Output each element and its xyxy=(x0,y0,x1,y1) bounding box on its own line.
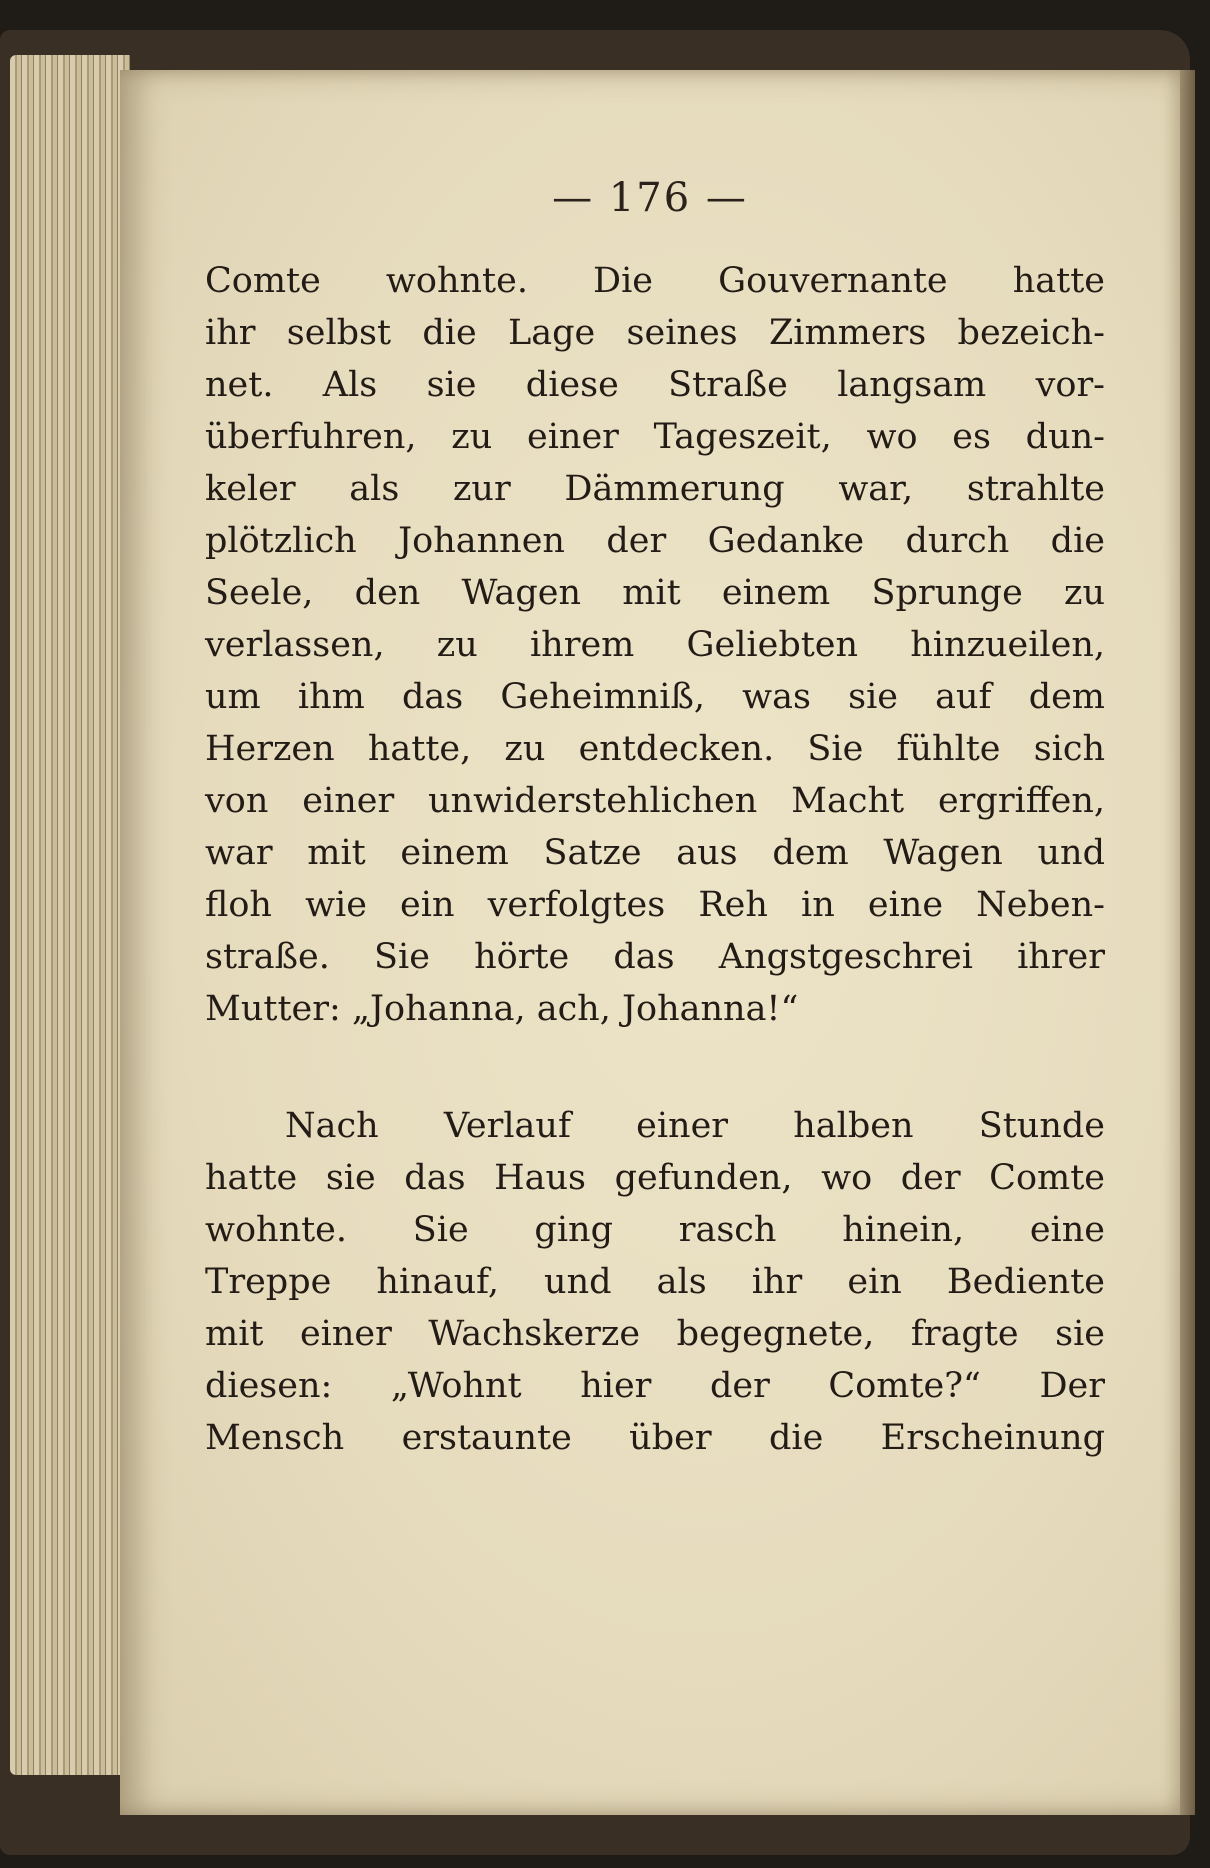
text-line: um ihm das Geheimniß, was sie auf dem xyxy=(205,677,1105,717)
text-line: Seele, den Wagen mit einem Sprunge zu xyxy=(205,573,1105,613)
text-line: mit einer Wachskerze begegnete, fragte sie xyxy=(205,1314,1105,1354)
text-line: von einer unwiderstehlichen Macht ergriffen, xyxy=(205,781,1105,821)
text-line: verlassen, zu ihrem Geliebten hinzueilen, xyxy=(205,625,1105,665)
text-line: diesen: „Wohnt hier der Comte?“ Der xyxy=(205,1366,1105,1406)
text-line: Mutter: „Johanna, ach, Johanna!“ xyxy=(205,989,799,1029)
paragraph-2 xyxy=(205,1100,1105,1464)
text-line: floh wie ein verfolgtes Reh in eine Neben- xyxy=(205,885,1105,925)
text-line: keler als zur Dämmerung war, strahlte xyxy=(205,469,1105,509)
paragraph-1 xyxy=(205,255,1105,1035)
text-line: ihr selbst die Lage seines Zimmers bezeich- xyxy=(205,313,1105,353)
text-line: net. Als sie diese Straße langsam vor- xyxy=(205,365,1105,405)
body-text xyxy=(205,255,1105,1464)
text-line: straße. Sie hörte das Angstgeschrei ihrer xyxy=(205,937,1105,977)
text-line: war mit einem Satze aus dem Wagen und xyxy=(205,833,1105,873)
text-line: überfuhren, zu einer Tageszeit, wo es dun- xyxy=(205,417,1105,457)
text-line: wohnte. Sie ging rasch hinein, eine xyxy=(205,1210,1105,1250)
text-line: Treppe hinauf, und als ihr ein Bediente xyxy=(205,1262,1105,1302)
page-number-header: — 176 — xyxy=(552,175,748,221)
text-line: Herzen hatte, zu entdecken. Sie fühlte sich xyxy=(205,729,1105,769)
text-line: hatte sie das Haus gefunden, wo der Comte xyxy=(205,1158,1105,1198)
text-line: plötzlich Johannen der Gedanke durch die xyxy=(205,521,1105,561)
text-line: Comte wohnte. Die Gouvernante hatte xyxy=(205,261,1105,301)
page-edges xyxy=(10,55,130,1775)
text-line: Mensch erstaunte über die Erscheinung xyxy=(205,1418,1105,1458)
text-line: Nach Verlauf einer halben Stunde xyxy=(285,1106,1105,1146)
